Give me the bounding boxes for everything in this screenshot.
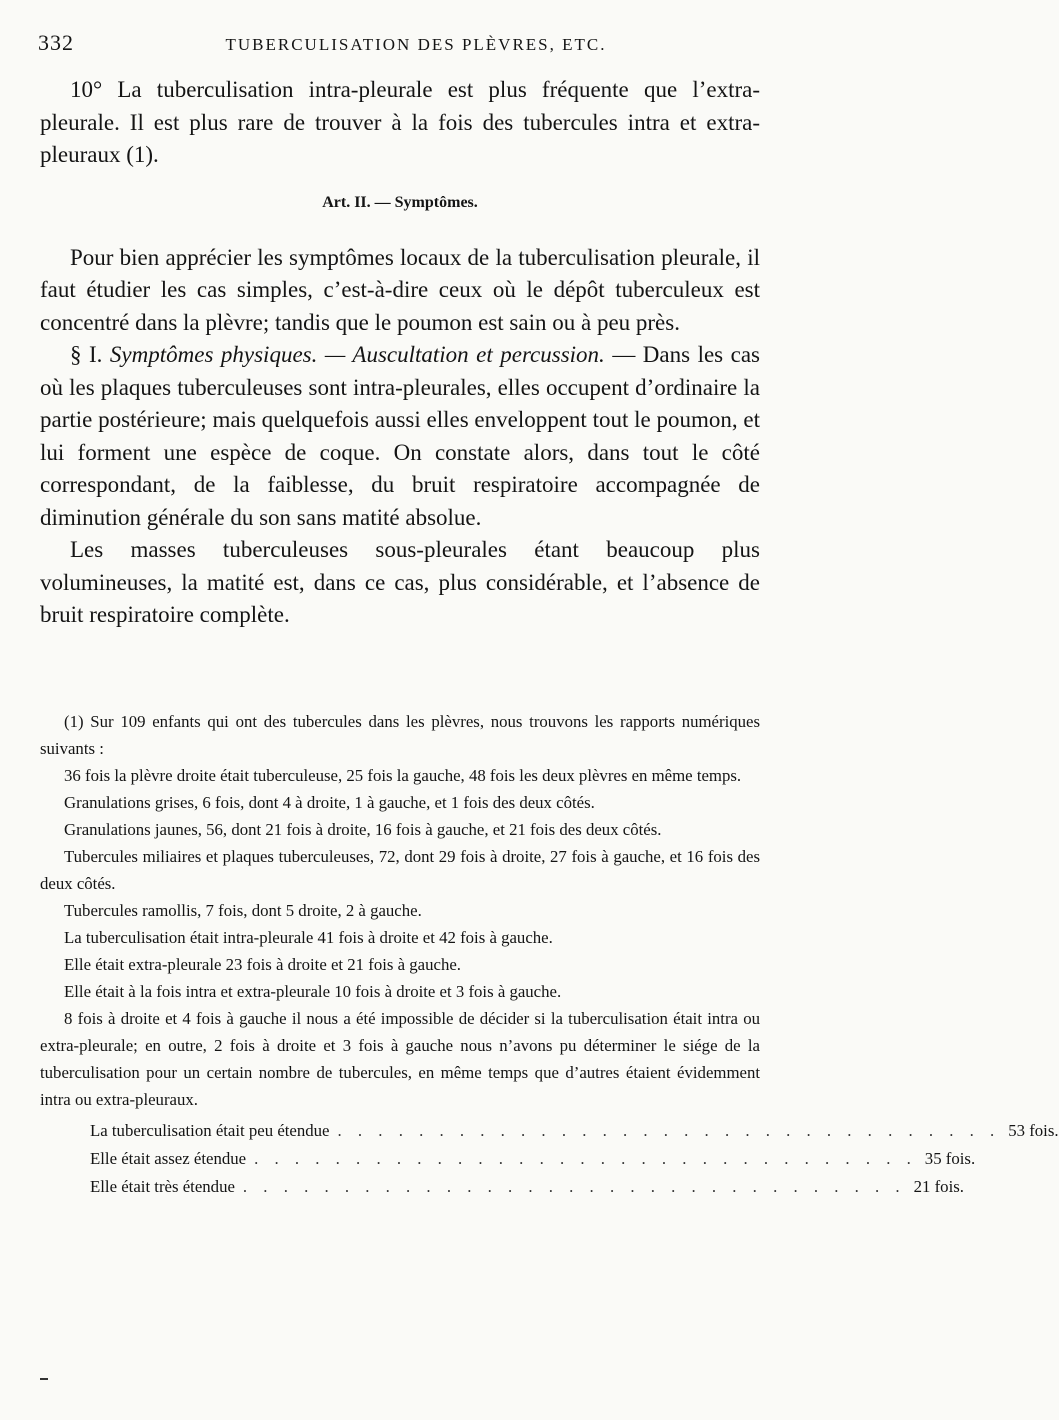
footnote-paragraph: Tubercules miliaires et plaques tuberculeuses, 72, dont 29 fois à droite, 27 fois à gauche, et 16 fois des deux côtés. (40, 847, 760, 893)
paragraph-point-10: 10° La tuberculisation intra-pleurale est plus fréquente que l’extra-pleurale. Il est plus rare de trouver à la fois des tubercules intra et extra-pleuraux (1). (40, 77, 760, 167)
paragraph-intro: Pour bien apprécier les symptômes locaux de la tuberculisation pleurale, il faut étudier les cas simples, c’est-à-dire ceux où le dépôt tuberculeux est concentré dans la plèvre; tandis que le poumon est sain ou à peu près. (40, 244, 760, 335)
extent-label: Elle était assez étendue (90, 1149, 247, 1168)
dot-leader: . . . . . . . . . . . . . . . . . . . . . . . . . . . . . . . . . (242, 1177, 906, 1196)
page-header (38, 30, 758, 64)
footnote-paragraph: Granulations jaunes, 56, dont 21 fois à droite, 16 fois à gauche, et 21 fois des deux côtés. (64, 820, 662, 839)
extent-value: 21 fois. (913, 1177, 964, 1196)
footnote-paragraph: Granulations grises, 6 fois, dont 4 à droite, 1 à gauche, et 1 fois des deux côtés. (64, 793, 595, 812)
margin-mark (40, 1378, 48, 1380)
footnote-paragraph: Tubercules ramollis, 7 fois, dont 5 droite, 2 à gauche. (64, 901, 422, 920)
running-title: TUBERCULISATION DES PLÈVRES, ETC. (225, 35, 607, 54)
extent-value: 53 fois. (1008, 1121, 1059, 1140)
extent-label: Elle était très étendue (90, 1177, 235, 1196)
extent-label: La tuberculisation était peu étendue (90, 1121, 330, 1140)
extent-value: 35 fois. (924, 1149, 976, 1168)
section-number: § I. (70, 342, 103, 367)
dot-leader: . . . . . . . . . . . . . . . . . . . . . . . . . . . . . . . . . (254, 1149, 917, 1168)
section-title: Symptômes physiques. — Auscultation et percussion. (109, 342, 605, 367)
footnote-paragraph: Elle était extra-pleurale 23 fois à droite et 21 fois à gauche. (64, 955, 461, 974)
footnote-paragraph: Elle était à la fois intra et extra-pleurale 10 fois à droite et 3 fois à gauche. (64, 982, 562, 1001)
footnote-paragraph: 36 fois la plèvre droite était tuberculeuse, 25 fois la gauche, 48 fois les deux plèvres en même temps. (64, 766, 742, 785)
dot-leader: . . . . . . . . . . . . . . . . . . . . . . . . . . . . . . . . . (337, 1121, 1001, 1140)
footnote-paragraph: La tuberculisation était intra-pleurale 41 fois à droite et 42 fois à gauche. (64, 928, 553, 947)
footnote-paragraph: (1) Sur 109 enfants qui ont des tubercules dans les plèvres, nous trouvons les rapports numériques suivants : (40, 712, 760, 758)
paragraph-section-1 (40, 339, 760, 534)
section-heading: Art. II. — Symptômes. (322, 193, 478, 211)
extent-row (40, 1145, 976, 1173)
main-text (40, 74, 760, 632)
footnote (40, 708, 1059, 1201)
extent-row (40, 1173, 964, 1201)
footnote-paragraph: 8 fois à droite et 4 fois à gauche il nous a été impossible de décider si la tuberculisation était intra ou extra-pleurale; en outre, 2 fois à droite et 3 fois à gauche nous n’avons pu déterminer le siége de la tuberculisation pour un certain nombre de tubercules, en même temps que d’autres étaient évidemment intra ou extra-pleuraux. (40, 1009, 760, 1109)
section-1-text: — Dans les cas où les plaques tuberculeuses sont intra-pleurales, elles occupent d’ordinaire la partie postérieure; mais quelquefois aussi elles enveloppent tout le poumon, et lui forment une espèce de coque. On constate alors, dans tout le côté correspondant, de la faiblesse, du bruit respiratoire accompagnée de diminution générale du son sans matité absolue. (40, 342, 760, 530)
extent-row (40, 1117, 1059, 1145)
extent-table (40, 1117, 1059, 1201)
page-number: 332 (38, 30, 74, 55)
paragraph-masses: Les masses tuberculeuses sous-pleurales étant beaucoup plus volumineuses, la matité est, dans ce cas, plus considérable, et l’absence de bruit respiratoire complète. (40, 537, 760, 627)
